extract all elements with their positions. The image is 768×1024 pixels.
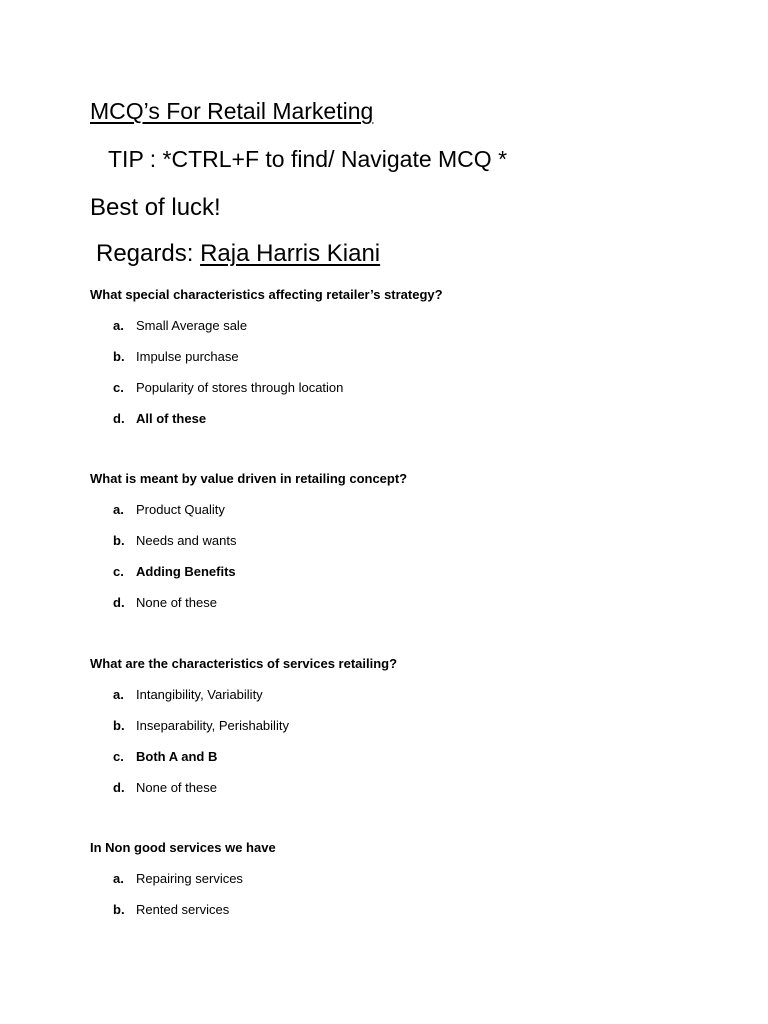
option-letter: c.: [113, 380, 124, 395]
option-letter: a.: [113, 318, 124, 333]
option-text: None of these: [136, 595, 217, 610]
correct-answer-option: [90, 749, 730, 780]
option-item: [90, 687, 730, 718]
question-text: What special characteristics affecting retailer’s strategy?: [90, 287, 443, 302]
option-text: Small Average sale: [136, 318, 248, 333]
option-item: [90, 380, 730, 411]
option-letter: b.: [113, 533, 125, 548]
regards-line: [96, 240, 380, 268]
options-list: [90, 687, 730, 811]
options-list: [90, 871, 730, 933]
option-letter: d.: [113, 411, 125, 426]
option-item: [90, 902, 730, 933]
option-text: All of these: [136, 411, 207, 426]
options-list: [90, 318, 730, 442]
option-letter: a.: [113, 871, 124, 886]
option-letter: b.: [113, 718, 125, 733]
option-text: Repairing services: [136, 871, 243, 886]
question-text: What is meant by value driven in retailing concept?: [90, 471, 408, 486]
author-name: Raja Harris Kiani: [200, 240, 381, 267]
option-text: Popularity of stores through location: [136, 380, 344, 395]
tip-line: TIP : *CTRL+F to find/ Navigate MCQ *: [108, 146, 508, 172]
correct-answer-option: [90, 564, 730, 595]
option-text: Both A and B: [136, 749, 218, 764]
option-text: Needs and wants: [136, 533, 237, 548]
question-text: In Non good services we have: [90, 840, 276, 855]
option-item: [90, 349, 730, 380]
question-block: [90, 471, 730, 626]
option-text: Product Quality: [136, 502, 225, 517]
option-text: Intangibility, Variability: [136, 687, 263, 702]
option-letter: c.: [113, 749, 124, 764]
question-block: [90, 656, 730, 811]
option-letter: b.: [113, 902, 125, 917]
option-item: [90, 871, 730, 902]
option-letter: d.: [113, 780, 125, 795]
option-item: [90, 533, 730, 564]
best-of-luck-line: Best of luck!: [90, 194, 221, 221]
regards-label: Regards:: [96, 240, 201, 267]
option-item: [90, 502, 730, 533]
option-item: [90, 595, 730, 626]
question-block: [90, 840, 730, 933]
option-letter: c.: [113, 564, 124, 579]
option-text: Inseparability, Perishability: [136, 718, 289, 733]
option-item: [90, 780, 730, 811]
correct-answer-option: [90, 411, 730, 442]
option-item: [90, 318, 730, 349]
option-text: None of these: [136, 780, 217, 795]
question-block: [90, 287, 730, 442]
option-text: Adding Benefits: [136, 564, 236, 579]
option-item: [90, 718, 730, 749]
option-letter: a.: [113, 502, 124, 517]
option-text: Rented services: [136, 902, 230, 917]
document-title: MCQ’s For Retail Marketing: [90, 98, 374, 124]
option-letter: a.: [113, 687, 124, 702]
question-text: What are the characteristics of services retailing?: [90, 656, 398, 671]
options-list: [90, 502, 730, 626]
option-letter: d.: [113, 595, 125, 610]
option-letter: b.: [113, 349, 125, 364]
option-text: Impulse purchase: [136, 349, 239, 364]
